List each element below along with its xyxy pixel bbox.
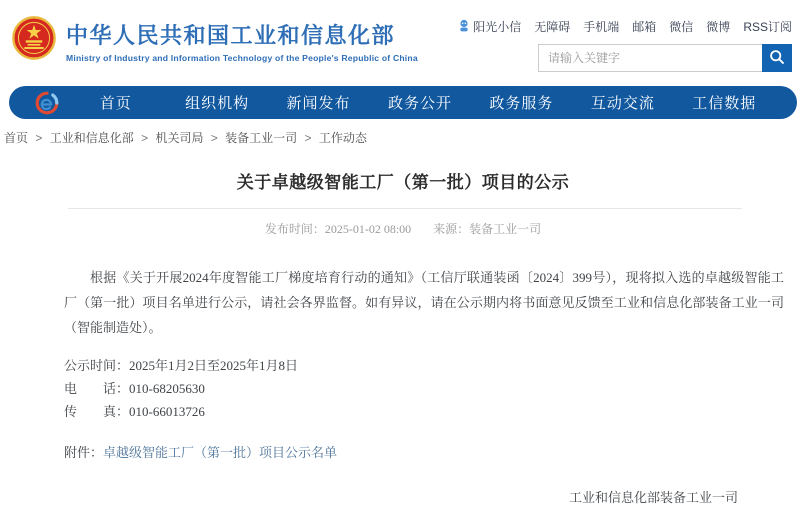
breadcrumb-separator: >: [210, 131, 218, 145]
quicklink-rss[interactable]: RSS订阅: [743, 20, 792, 34]
contact-details: [64, 354, 784, 423]
notice-paragraph: 根据《关于开展2024年度智能工厂梯度培育行动的通知》（工信厅联通装函〔2024〕399号），现将拟入选的卓越级智能工厂（第一批）项目名单进行公示，请社会各界监督。如有异议，请在公示期内将书面意见反馈至工业和信息化部装备工业一司（智能制造处）。: [64, 270, 784, 335]
breadcrumb-item-equipment-dept[interactable]: 装备工业一司: [225, 131, 298, 145]
quicklink-label: 阳光小信: [473, 20, 522, 34]
search-icon: [769, 49, 785, 68]
quick-links: [458, 18, 792, 35]
quicklink-mail[interactable]: 邮箱: [632, 20, 657, 34]
article-title: 关于卓越级智能工厂（第一批）项目的公示: [236, 173, 570, 192]
miit-logo-icon: [35, 91, 59, 115]
breadcrumb-separator: >: [304, 131, 312, 145]
nav-item-data[interactable]: 工信数据: [692, 95, 757, 112]
site-title: 中华人民共和国工业和信息化部: [66, 22, 396, 48]
publicity-period-label: 公示时间：: [64, 358, 130, 373]
publish-time-label: 发布时间：: [264, 222, 325, 236]
masthead-right: [458, 16, 798, 72]
article: [64, 168, 784, 506]
breadcrumb-item-bureaus[interactable]: 机关司局: [155, 131, 204, 145]
nav-item-gov-services[interactable]: 政务服务: [489, 95, 554, 112]
nav-item-gov-open[interactable]: 政务公开: [387, 95, 452, 112]
search-button[interactable]: [762, 44, 792, 72]
quicklink-xiaoxin[interactable]: [458, 18, 521, 35]
source-value: 装备工业一司: [469, 222, 542, 236]
article-meta: [64, 220, 742, 237]
breadcrumb-separator: >: [141, 131, 149, 145]
breadcrumb-separator: >: [35, 131, 43, 145]
nav-item-news[interactable]: 新闻发布: [286, 95, 351, 112]
title-divider: [68, 208, 742, 209]
fax-label: 传 真：: [64, 404, 130, 419]
search-bar: [538, 44, 792, 72]
nav-item-organization[interactable]: 组织机构: [185, 95, 250, 112]
fax-value: 010-66013726: [129, 404, 205, 419]
search-input[interactable]: [538, 44, 762, 72]
article-body: [64, 265, 784, 465]
fax-line: [64, 400, 784, 423]
department-signature: 工业和信息化部装备工业一司: [568, 490, 738, 505]
attachment-label: 附件：: [64, 445, 104, 460]
source-label: 来源：: [433, 222, 470, 236]
masthead: [0, 0, 806, 86]
main-nav: [9, 86, 797, 119]
breadcrumb: [0, 119, 806, 152]
breadcrumb-item-work-updates[interactable]: 工作动态: [318, 131, 367, 145]
xiaoxin-robot-icon: [458, 19, 470, 35]
publish-time-value: 2025-01-02 08:00: [324, 222, 412, 236]
publicity-period-value: 2025年1月2日至2025年1月8日: [129, 358, 299, 373]
phone-value: 010-68205630: [129, 381, 205, 396]
site-subtitle: Ministry of Industry and Information Technology of the People's Republic of China: [66, 52, 418, 63]
breadcrumb-item-miit[interactable]: 工业和信息化部: [49, 131, 134, 145]
national-emblem-icon: [12, 16, 56, 65]
breadcrumb-item-home[interactable]: 首页: [4, 131, 29, 145]
nav-item-interaction[interactable]: 互动交流: [590, 95, 655, 112]
quicklink-mobile[interactable]: 手机端: [583, 20, 620, 34]
brand-text: [66, 19, 418, 63]
phone-label: 电 话：: [64, 381, 130, 396]
quicklink-weibo[interactable]: 微博: [706, 20, 731, 34]
nav-item-home[interactable]: 首页: [99, 95, 132, 112]
publicity-period-line: [64, 354, 784, 377]
phone-line: [64, 377, 784, 400]
quicklink-wechat[interactable]: 微信: [669, 20, 694, 34]
attachment-link[interactable]: 卓越级智能工厂（第一批）项目公示名单: [103, 445, 338, 460]
quicklink-accessibility[interactable]: 无障碍: [534, 20, 571, 34]
site-brand[interactable]: [12, 16, 418, 65]
attachment-line: [64, 440, 784, 465]
